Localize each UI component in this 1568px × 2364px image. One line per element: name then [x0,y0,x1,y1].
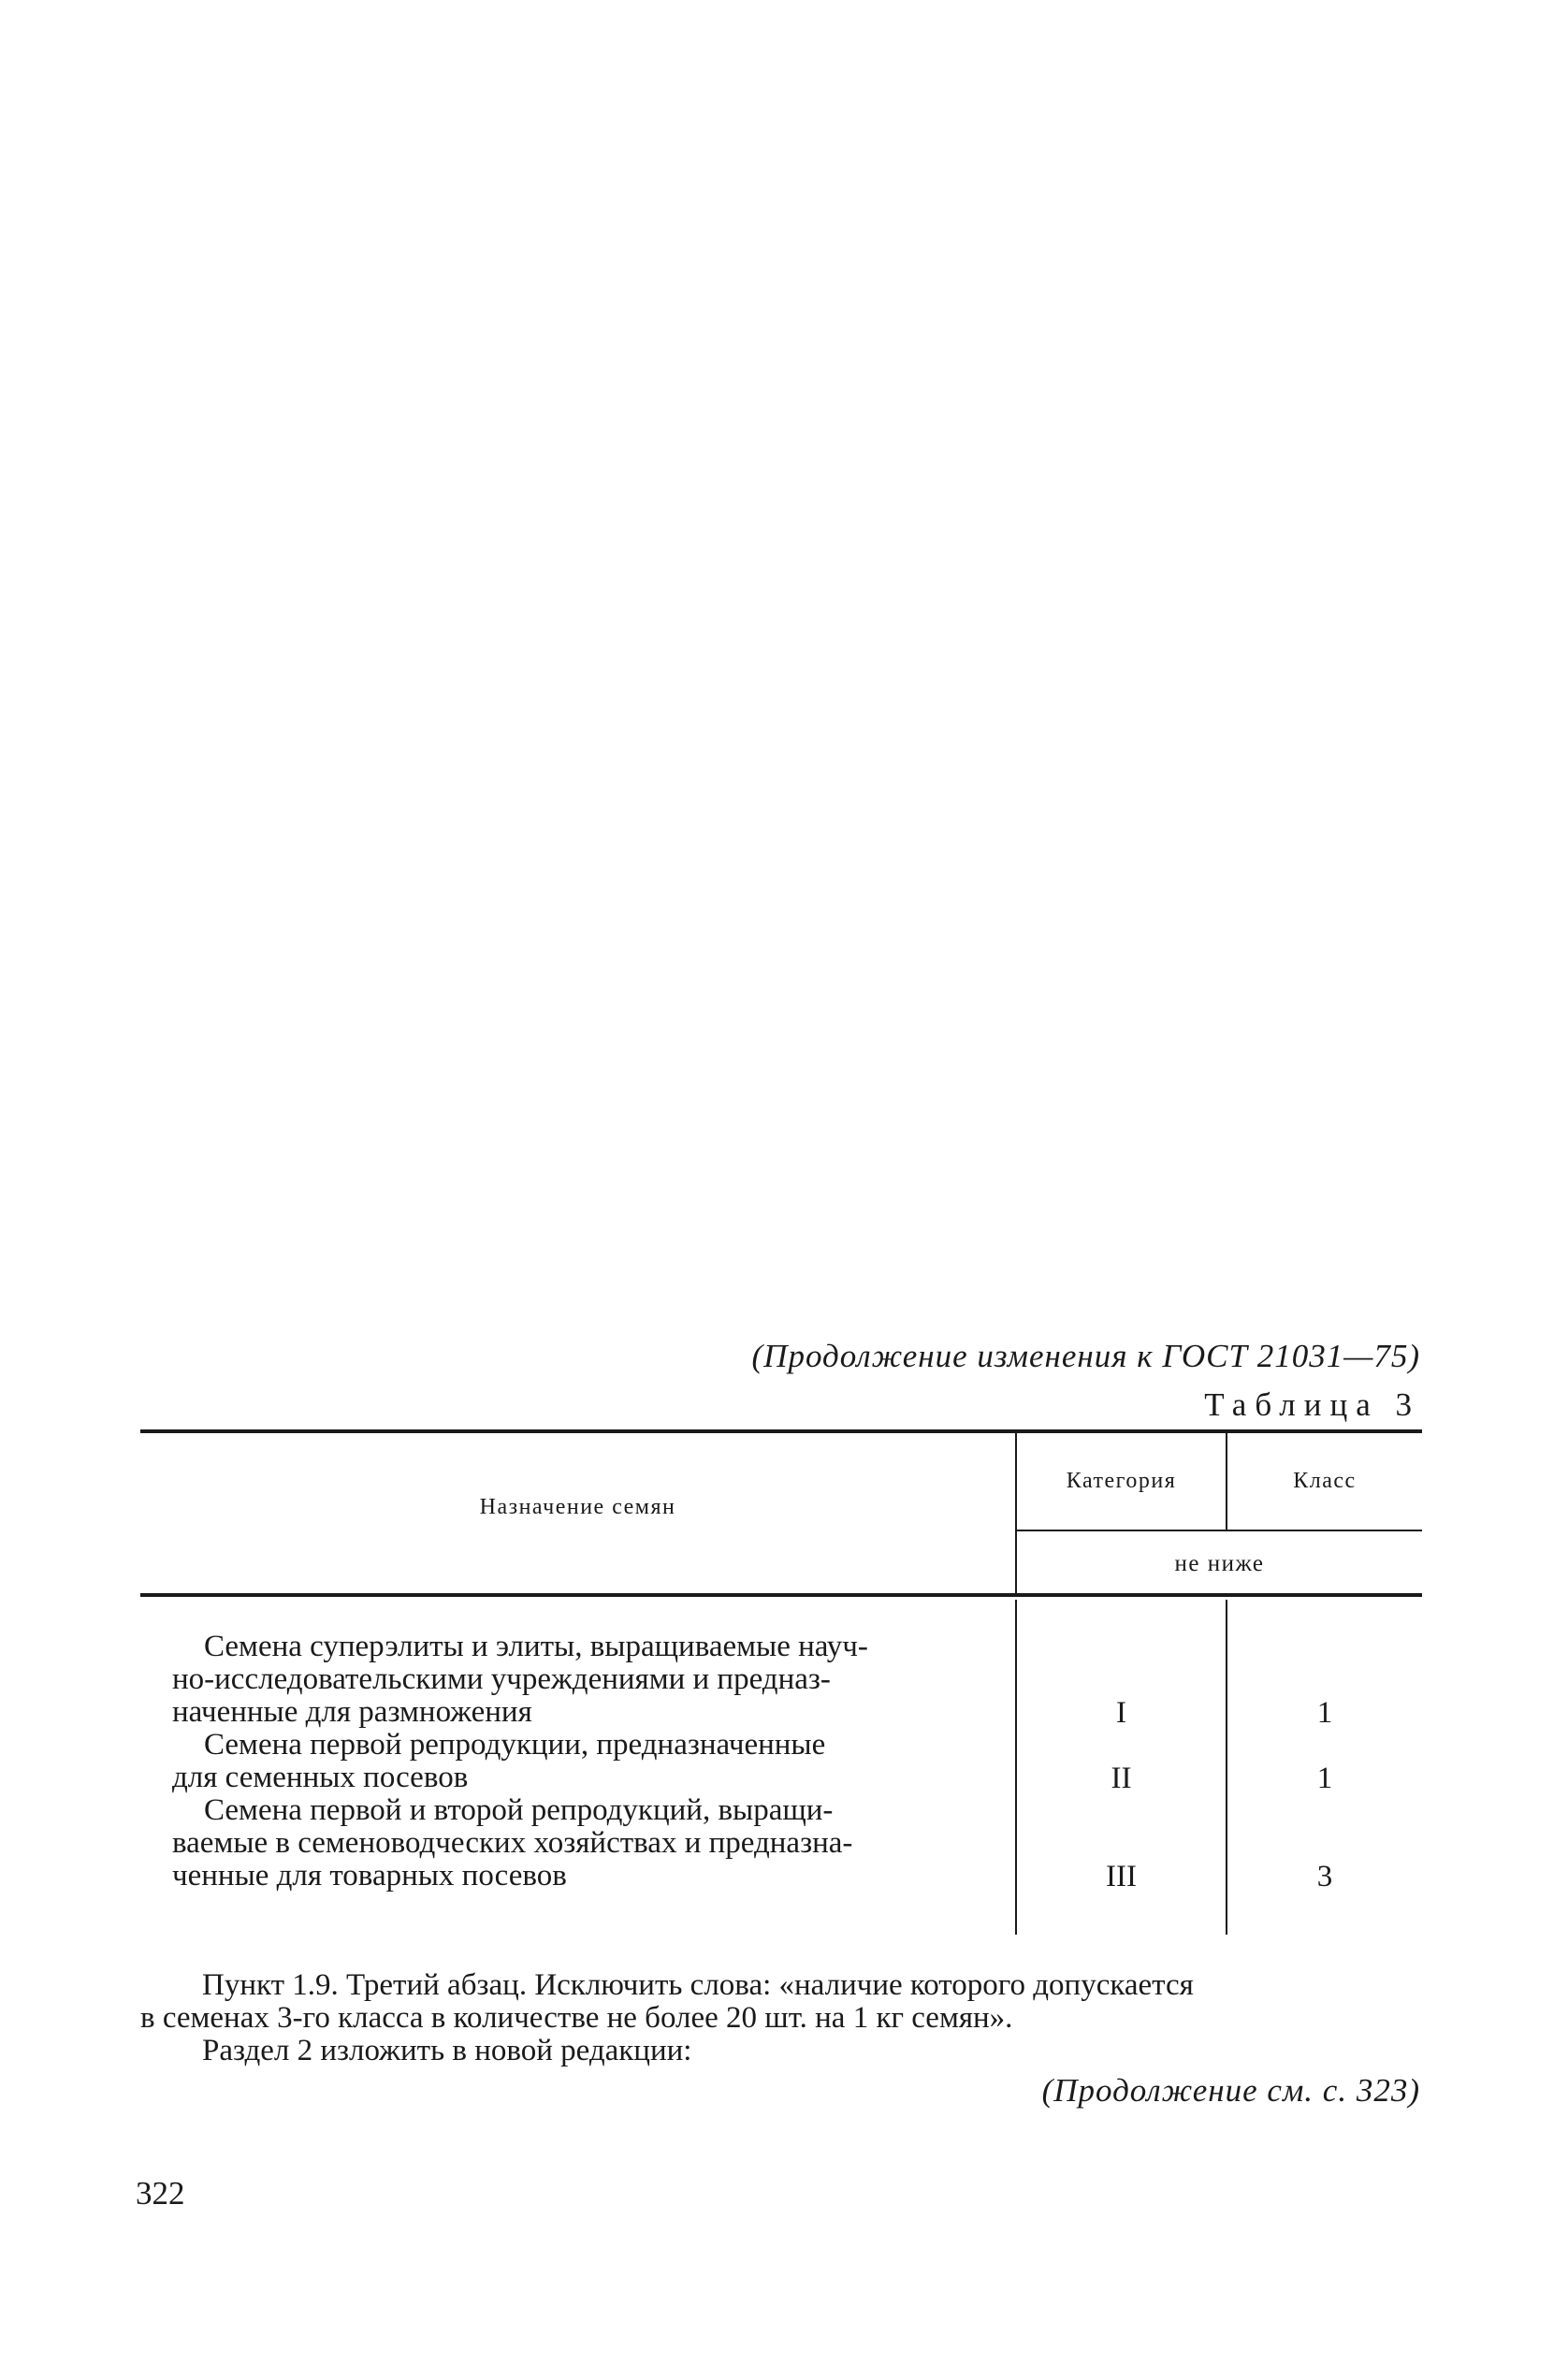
table-row-3-line-1: Семена первой и второй репродукций, выращи- [204,1793,834,1827]
amendment-line-1: Пункт 1.9. Третий абзац. Исключить слова: «наличие которого допускается [202,1968,1194,2002]
table-caption: Таблица 3 [1204,1386,1420,1423]
table-row-3-class: 3 [1316,1860,1333,1893]
table-row-2-line-1: Семена первой репродукции, предназначенные [204,1728,826,1762]
column-header-class: Класс [1293,1469,1357,1493]
seed-table [140,1429,1422,1935]
table-row-1-category: I [1116,1696,1126,1730]
table-row-2-line-2: для семенных посевов [172,1761,469,1794]
table-row-2-class: 1 [1316,1762,1333,1795]
table-row-3-category: III [1106,1860,1137,1893]
column-subheader-min: не ниже [1174,1551,1265,1576]
column-header-category: Категория [1066,1469,1177,1493]
table-row-1-class: 1 [1316,1696,1333,1730]
table-header-rule [140,1593,1422,1597]
amendment-line-2: в семенах 3-го класса в количестве не более 20 шт. на 1 кг семян». [140,2001,1013,2035]
column-header-purpose: Назначение семян [479,1495,676,1519]
continuation-header: (Продолжение изменения к ГОСТ 21031—75) [751,1338,1420,1374]
table-row-3-line-3: ченные для товарных посевов [172,1859,567,1893]
continuation-footer: (Продолжение см. с. 323) [1041,2072,1420,2109]
table-row-1-line-2: но-исследовательскими учреждениями и предназ- [172,1662,831,1696]
table-row-2-purpose [172,1729,1005,1794]
table-top-rule [140,1429,1422,1433]
table-row-1-line-1: Семена суперэлиты и элиты, выращиваемые науч- [204,1630,868,1663]
table-row-1-line-3: наченные для размножения [172,1695,532,1729]
amendment-paragraph [140,1969,1422,2067]
header-subrule [1015,1530,1422,1531]
table-row-3-line-2: ваемые в семеноводческих хозяйствах и предназна- [172,1826,853,1860]
page-number: 322 [136,2175,185,2212]
amendment-line-3: Раздел 2 изложить в новой редакции: [202,2034,692,2067]
table-row-1-purpose [172,1631,1005,1729]
table-row-2-category: II [1111,1762,1132,1795]
table-row-3-purpose [172,1794,1005,1893]
